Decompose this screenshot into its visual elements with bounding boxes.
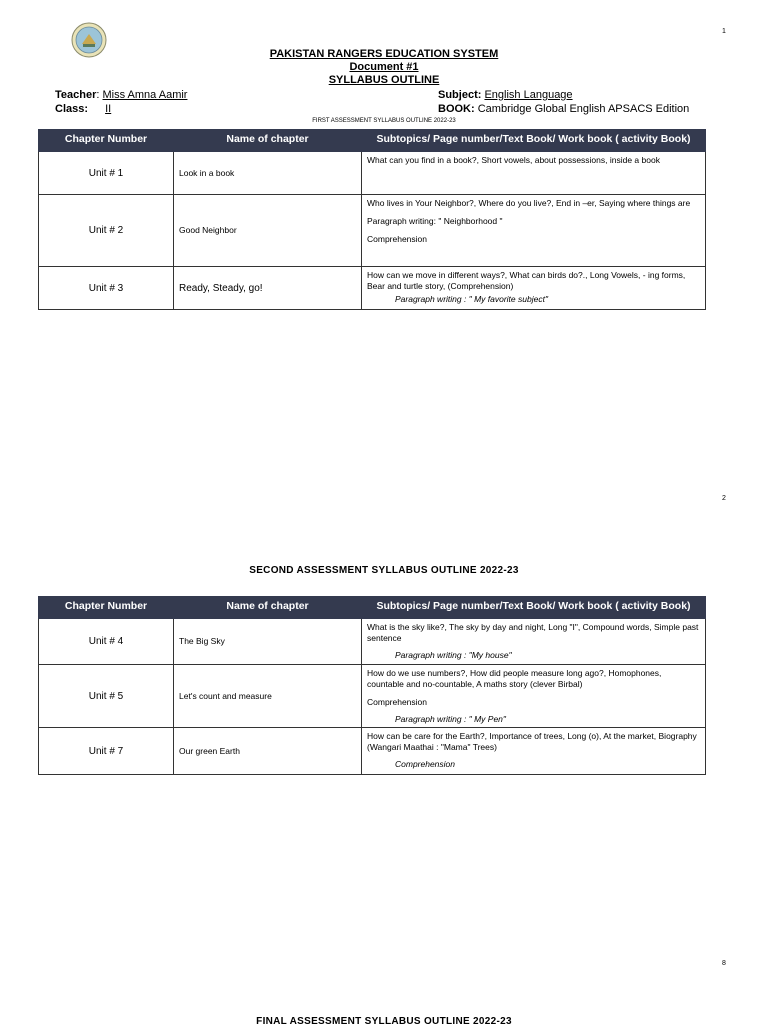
syllabus-outline-title: SYLLABUS OUTLINE [328, 74, 440, 86]
table-row [39, 728, 706, 775]
chapter-name: Let's count and measure [174, 665, 362, 728]
unit-number: Unit # 1 [39, 152, 174, 195]
unit-number: Unit # 3 [39, 267, 174, 310]
subtopics-cell [362, 152, 706, 195]
subtopic-line: How can be care for the Earth?, Importance of trees, Long (o), At the market, Biography (Wangari Maathai : "Mama" Trees) [367, 731, 697, 752]
chapter-name: Look in a book [174, 152, 362, 195]
subtopic-line: What can you find in a book?, Short vowels, about possessions, inside a book [367, 155, 660, 165]
chapter-name: The Big Sky [174, 619, 362, 665]
teacher-label: Teacher [55, 89, 97, 101]
table-row [39, 152, 706, 195]
table-row [39, 619, 706, 665]
subtopic-line: What is the sky like?, The sky by day and night, Long "I", Compound words, Simple past sentence [367, 622, 699, 643]
book-line [438, 103, 689, 115]
subtopic-italic: Comprehension [395, 759, 456, 769]
subtopic-line: Who lives in Your Neighbor?, Where do you live?, End in –er, Saying where things are [367, 198, 691, 208]
header-subtopics: Subtopics/ Page number/Text Book/ Work book ( activity Book) [362, 130, 706, 152]
chapter-name: Our green Earth [174, 728, 362, 775]
subtopics-cell [362, 195, 706, 267]
subject-label: Subject: [438, 89, 482, 101]
subtopic-italic: Paragraph writing : " My Pen" [395, 714, 506, 724]
org-title: PAKISTAN RANGERS EDUCATION SYSTEM [269, 48, 499, 60]
subtopic-line: Comprehension [367, 697, 428, 707]
unit-number: Unit # 5 [39, 665, 174, 728]
unit-number: Unit # 2 [39, 195, 174, 267]
table-row [39, 267, 706, 310]
subject-line [438, 89, 573, 101]
class-label: Class: [55, 103, 89, 115]
chapter-name: Good Neighbor [174, 195, 362, 267]
teacher-line: Teacher: Miss Amna Aamir [55, 89, 188, 101]
subtopics-cell [362, 665, 706, 728]
second-assessment-table [38, 596, 706, 775]
header-chapter-number: Chapter Number [39, 597, 174, 619]
document-number: Document #1 [349, 61, 419, 73]
header-name-of-chapter: Name of chapter [174, 130, 362, 152]
final-assessment-title: FINAL ASSESSMENT SYLLABUS OUTLINE 2022-23 [256, 1016, 512, 1027]
second-assessment-title: SECOND ASSESSMENT SYLLABUS OUTLINE 2022-23 [249, 565, 519, 576]
chapter-name: Ready, Steady, go! [174, 267, 362, 310]
unit-number: Unit # 4 [39, 619, 174, 665]
first-assessment-table [38, 129, 706, 310]
page-number: 8 [722, 960, 726, 967]
subtopic-line: How do we use numbers?, How did people measure long ago?, Homophones, countable and no-countable, A maths story (clever Birbal) [367, 668, 662, 689]
subtopic-line: Paragraph writing: " Neighborhood " [367, 216, 503, 226]
subtopic-line: Comprehension [367, 234, 428, 244]
teacher-value: Miss Amna Aamir [102, 89, 188, 101]
subtopics-cell [362, 728, 706, 775]
header-subtopics: Subtopics/ Page number/Text Book/ Work book ( activity Book) [362, 597, 706, 619]
first-assessment-title: FIRST ASSESSMENT SYLLABUS OUTLINE 2022-23 [312, 118, 456, 124]
class-value: II [105, 103, 112, 115]
table-row [39, 665, 706, 728]
page-number: 1 [722, 28, 726, 35]
subtopics-cell [362, 267, 706, 310]
book-label: BOOK: [438, 103, 475, 115]
unit-number: Unit # 7 [39, 728, 174, 775]
header-name-of-chapter: Name of chapter [174, 597, 362, 619]
subtopic-italic: Paragraph writing : "My house" [395, 650, 512, 660]
table-row [39, 195, 706, 267]
subtopic-line: How can we move in different ways?, What can birds do?., Long Vowels, - ing forms, Bear and turtle story, (Comprehension) [367, 270, 686, 291]
subtopic-italic: Paragraph writing : " My favorite subject" [395, 294, 548, 304]
subject-value: English Language [484, 89, 573, 101]
header-chapter-number: Chapter Number [39, 130, 174, 152]
subtopics-cell [362, 619, 706, 665]
book-value: Cambridge Global English APSACS Edition [477, 103, 690, 115]
page-number: 2 [722, 495, 726, 502]
class-line [55, 103, 111, 115]
